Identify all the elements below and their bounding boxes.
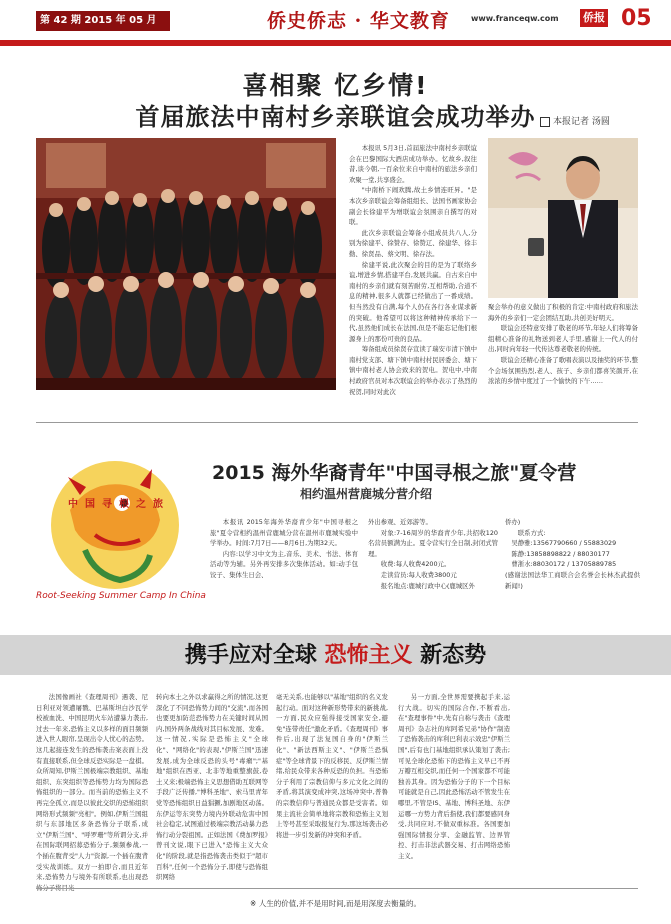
contact-line: (感谢法国法华工商联合会名誉会长林杰武提供新闻!) — [505, 570, 640, 590]
logo-chinese-text: 中国寻根之旅 — [68, 499, 170, 510]
paragraph: 聚会举办的意义做出了积极的肯定:中南村政府和旅法海外的乡亲们一定会团结互助,共创美好明天。 — [488, 303, 638, 322]
logo-english-text: Root-Seeking Summer Camp In China — [36, 591, 206, 601]
section-divider — [36, 422, 638, 423]
paragraph: 此次乡亲联谊会筹备小组成员共八人,分别为徐建平、徐赞存、徐赞辽、徐建华、徐丰勤、徐贤品、蔡文明、徐存法。 — [349, 228, 477, 258]
article2-headline: 2015 海外华裔青年"中国寻根之旅"夏令营 — [212, 462, 577, 484]
group-photo — [36, 138, 336, 390]
headline-highlight: 恐怖主义 — [324, 643, 413, 668]
article3-body-column2 — [156, 692, 268, 882]
footer-divider — [36, 888, 638, 889]
paragraph: 收费:每人收费4200元。 — [380, 560, 451, 569]
article3-body-column3 — [276, 692, 388, 862]
byline-text: 本报记者 汤圆 — [553, 117, 610, 127]
site-url[interactable]: www.franceqw.com — [471, 14, 559, 23]
article2-body-column2 — [368, 517, 498, 607]
contact-line: 侨办) — [505, 518, 521, 526]
article3-body-column5 — [518, 692, 636, 862]
article1-body-column1 — [349, 143, 477, 395]
paragraph: 联谊会还特意安排了敬老的环节,年轻人们将筹备组精心准备的礼物送到老人手里,感谢上一代人的付出,同时向年轻一代传达尊老敬老的传统。 — [488, 324, 638, 354]
paragraph: 转向本土之外以求赢得之所的情况,这更深化了不同恐怖势力间的"交流",而各国也要更加防范恐怖势力在关键时间从国内,国外两条战线对其目标发展、发难。这一情况,实际是恐怖主义"全球化"、"网络化"的表现,"伊斯兰国"迅速发展,成为全球反恐的头号"毒瘤";"基地"组织在西亚、北非等地重整旗鼓,卷土又来;极端恐怖主义思想借助互联网等手段广泛传播,"博科圣地"、索马里青年党等恐怖组织日益猖獗,加剧地区动荡。东伊运等东突势力境内外联动危害中国社会稳定,试图通过极端宗教活动暴力恐怖行动分裂祖国。正如法国《费加罗报》曾刊文说,眼下已进入"恐怖主义大众化"的阶段,就是指恐怖袭击类似于"超市百科",任何一个恐怖分子,即使与恐怖组织网络 — [156, 693, 268, 882]
paragraph: 法国像画社《查理周刊》遇袭、尼日利亚对领遭屠戮、巴基斯坦白沙瓦学校被血洗、中国昆明火车站遭暴力袭击,过去一年来,恐怖主义以多样的面目频频进入世人眼帘,呈现出令人忧心的态势。这几起接连发生的恐怖袭击案表面上没有直接联系,但全球反恐实际是一盘棋。众所周知,伊斯兰国极端宗教组织、基地组织、东突组织等恐怖势力均为国际恐怖组织的一部分。而当前的恐怖主义不再完全孤立,而是以彼此交织的恐怖组织网络形式频频"亮相"。例如,伊斯兰国组织与东部地区多条恐怖分子联系,成立"伊斯兰国"、"呼罗珊"等所谓分支,并在国际联网招募恐怖分子,频频参战,一个插在腹背受"人力"资源,一个插在腹背受实战训练。双方一拍即合,而且近年来,恐怖势力与境外有所联系,也出现恐 — [36, 693, 148, 882]
section-title: 侨史侨志 · 华文教育 — [267, 10, 450, 32]
paragraph: 内容:以学习中文为主,音乐、美术、书法、体育活动等为辅。另外再安排多次集体活动。如:动手包饺子、集体生日会、 — [210, 549, 358, 579]
article3-headline — [0, 638, 671, 669]
paragraph: 报名地点:鹿城行政中心(鹿城区外 — [380, 581, 475, 590]
article2-subheadline: 相约温州营鹿城分营介绍 — [300, 487, 433, 501]
root-seeking-camp-logo — [36, 455, 206, 615]
paragraph: 走读营员:每人收费3800元 — [380, 570, 457, 579]
contact-line: 曹浙水:88030172 / 13705889785 — [511, 560, 617, 569]
article1-body-column2 — [488, 302, 638, 398]
footnote-quote: ※ 人生的价值,并不是用时间,而是用深度去衡量的。 — [250, 899, 421, 908]
paragraph: 本报讯 5月3日,首届旅法中南村乡亲联谊会在巴黎国际大酒店成功举办。忆故乡,叙往昔,谈今朝,一百余位来自中南村的旅法乡亲们欢聚一堂,共享盛会。 — [349, 144, 477, 184]
paragraph: 外出参观、近郊游等。 — [368, 518, 432, 526]
article3-body-column4 — [398, 692, 510, 862]
headline-suffix: 新态势 — [412, 643, 487, 668]
paragraph: 联谊会还精心准备了歌唱表演以及抽奖的环节,整个会场氛围热烈,老人、孩子、乡亲们都喜笑颜开,在浓浓的乡情中度过了一个愉快的下午…… — [488, 355, 638, 386]
paragraph: 徐建平说,此次聚会的目的是为了联络乡谊,增进乡情,搭建平台,发展共赢。自古来自中南村的乡亲们就有刻苦耐劳,互相帮助,合道不息的精神,很多人就都已经做出了一番成绩。但当然没有自满,每个人仍在各行各业谋求新的突破。他希望可以将这种精神传承给下一代,虽然他们成长在法国,但是不能忘记他们根源身上的那份可贵的良品。 — [349, 260, 477, 343]
header-divider — [0, 40, 671, 46]
speaker-photo — [488, 138, 638, 298]
speaker-photo-illustration — [488, 138, 638, 298]
article1-headline-line2: 首届旅法中南村乡亲联谊会成功举办 — [135, 103, 536, 131]
paragraph: 本报讯 2015年海外华裔青少年"中国寻根之旅"夏令营相约温州营鹿城分营在温州市鹿城实验中学举办。时间:7月7日——8月6日,为期32天。 — [210, 518, 358, 548]
brand-logo: 侨报 — [580, 9, 608, 27]
paragraph: 对象:7-16周岁的华裔青少年,共招收120名营员额满为止。夏令营实行全日制,封闭式管理。 — [368, 528, 498, 558]
article1-headline-line1: 喜相聚 忆乡情! — [242, 71, 429, 100]
paragraph: "中南桥下闹欢腾,故土乡情连旺昇。"是本次乡亲联谊会筹备组组长、法国书画家协会副会长徐建平为增联谊会氛围亲自撰写的对联。 — [349, 186, 477, 227]
paragraph: 另一方面,全世界需要携起手来,运行大战。切实的国际合作,不断看出,在"查理事件"中,先有自称与袭击《查理周刊》杂志社的库阿希兄弟"协作"制造了恐怖袭击的库利巴利表示效忠"伊斯兰国",后有也门基地组织承认策划了袭击;可见全球化恐怖下的恐怖主义早已不再万瓣互相交织,而任何一个国家都不可能独善其身。因为恐怖分子的下一个目标可能就是自己,因此恐怖活动不管发生在哪里,不管是IS、基地、博科圣地、东伊运哪一方势力背后指使,我们都要感同身受,共同应对,不做双重标准。各国要加强国际情报分享、金融监管、边界管控、打击非法武器交易、打击网络恐怖主义。 — [398, 693, 510, 860]
contact-line: 联系方式: — [517, 528, 546, 537]
paragraph: 毫无关系,也能够以"基地"组织的名义发起行动。面对这种新形势带来的新挑战,一方面,民众应强得接受国家安全,避免"连带责任"激化矛盾。《查理周刊》事件后,出现了法复国自身的"伊斯兰化"、"新法西斯主义"、"伊斯兰恐惧症"等全球背景下的反移民、反伊斯兰情绪,给民众带来各种反恐的负担。当恐怖分子利用了宗教信仰与多元文化之间的矛盾,将其演变成冲突,这场冲突中,普鲁的宗教信仰与普通民众都是受害者。如果主流社会简单地将宗教和恐怖主义划上等号甚至采取报复行为,那这场袭击必将进一步引发新的冲突和矛盾。 — [276, 693, 388, 839]
contact-line: 吴静雅:13567790660 / 55883029 — [511, 539, 617, 548]
page-number: 05 — [621, 6, 652, 31]
contact-line: 陈静:13858898822 / 88030177 — [511, 549, 610, 558]
article3-body-column1 — [36, 692, 148, 882]
article2-contacts — [505, 517, 640, 607]
headline-prefix: 携手应对全球 — [184, 643, 325, 668]
square-icon — [540, 117, 550, 127]
article1-byline — [540, 114, 610, 127]
paragraph: 筹备组成员徐贤存宣读了瑞安市清下镇中南村党支部、塘下镇中南村村民居委会、塘下镇中南村老人协会致来的贺电。贺电中,中南村政府官员对本次联谊会的举办表示了热烈的祝贺,同时对此次 — [349, 345, 477, 396]
issue-date-tab: 第 42 期 2015 年 05 月 — [36, 11, 170, 31]
article2-body-column1 — [210, 517, 358, 607]
group-photo-illustration — [36, 138, 336, 390]
